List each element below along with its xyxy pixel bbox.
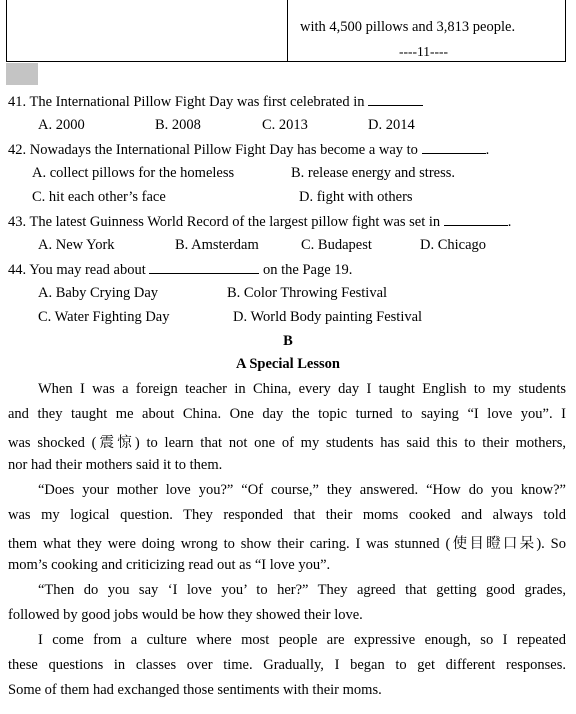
table-cell-text: with 4,500 pillows and 3,813 people. (300, 19, 516, 35)
passage-line: them what they were doing wrong to show their caring. I was stunned (使目瞪口呆). So (8, 536, 566, 552)
q44-option-d: D. World Body painting Festival (233, 309, 423, 325)
question-44: 44. You may read about on the Page 19. (8, 262, 353, 278)
passage-line: nor had their mothers said it to them. (8, 457, 223, 473)
passage-line: Some of them had exchanged those sentiments with their moms. (8, 682, 382, 698)
q41-option-a: A. 2000 (38, 117, 85, 133)
answer-blank (368, 93, 423, 106)
q43-option-b: B. Amsterdam (175, 237, 259, 253)
q42-option-b: B. release energy and stress. (291, 165, 456, 181)
passage-line: When I was a foreign teacher in China, every day I taught English to my students (38, 381, 566, 397)
top-table (6, 0, 566, 62)
q42-option-a: A. collect pillows for the homeless (32, 165, 235, 181)
passage-line: I come from a culture where most people are expressive enough, so I repeated (38, 632, 566, 648)
q43-option-d: D. Chicago (420, 237, 487, 253)
passage-line: was my logical question. They responded that their moms cooked and always told (8, 507, 566, 523)
answer-blank (422, 141, 486, 154)
q44-option-c: C. Water Fighting Day (38, 309, 170, 325)
passage-line: mom’s cooking and criticizing read out as “I love you”. (8, 557, 331, 573)
q42-option-d: D. fight with others (299, 189, 413, 205)
page-number: ----11---- (399, 44, 448, 59)
grey-artifact (6, 63, 38, 85)
q41-option-d: D. 2014 (368, 117, 415, 133)
q41-option-b: B. 2008 (155, 117, 201, 133)
section-letter: B (283, 333, 293, 349)
q44-option-a: A. Baby Crying Day (38, 285, 159, 301)
passage-line: “Does your mother love you?” “Of course,” they answered. “How do you know?” (38, 482, 566, 498)
section-title: A Special Lesson (236, 356, 340, 372)
passage-line: “Then do you say ‘I love you’ to her?” They agreed that getting good grades, (38, 582, 566, 598)
question-43: 43. The latest Guinness World Record of the largest pillow fight was set in . (8, 214, 512, 230)
passage-line: these questions in classes over time. Gradually, I began to get different responses. (8, 657, 566, 673)
passage-line: followed by good jobs would be how they showed their love. (8, 607, 363, 623)
q43-option-a: A. New York (38, 237, 115, 253)
table-divider (287, 0, 288, 61)
q41-option-c: C. 2013 (262, 117, 308, 133)
answer-blank (149, 261, 259, 274)
question-42: 42. Nowadays the International Pillow Fight Day has become a way to . (8, 142, 490, 158)
answer-blank (444, 213, 508, 226)
q42-option-c: C. hit each other’s face (32, 189, 166, 205)
q43-option-c: C. Budapest (301, 237, 372, 253)
question-41: 41. The International Pillow Fight Day was first celebrated in (8, 93, 423, 111)
passage-line: and they taught me about China. One day the topic turned to saying “I love you”. I (8, 406, 566, 422)
q44-option-b: B. Color Throwing Festival (227, 285, 388, 301)
passage-line: was shocked (震惊) to learn that not one of my students has said this to their mothers, (8, 435, 566, 451)
